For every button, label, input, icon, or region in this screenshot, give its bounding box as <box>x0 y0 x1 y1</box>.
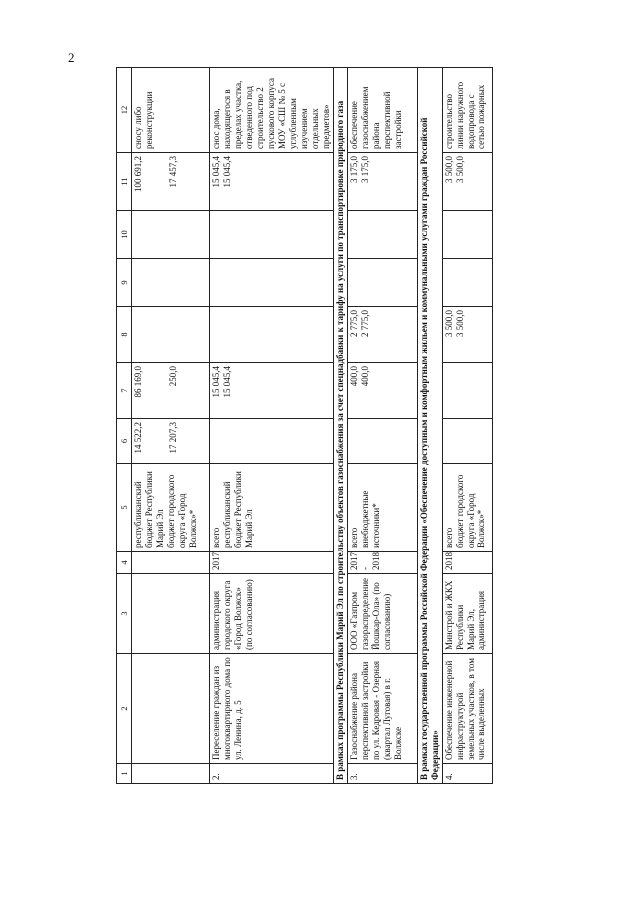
cell-executor <box>132 574 210 654</box>
section-row <box>333 68 347 784</box>
value: 2 775,0 <box>359 310 370 337</box>
cell-col8 <box>347 307 417 363</box>
value: 14 522,2 <box>133 422 143 454</box>
section-heading: В рамках программы Республики Марий Эл по строительству объектов газоснабжения за счет спецнадбавки к тарифу на услуги по транспортировке природного газа <box>333 68 347 784</box>
cell-col11 <box>347 153 417 211</box>
cell-col8 <box>210 307 334 363</box>
cell-name: Переселение граждан из многоквартирного дома по ул. Ленина, д. 5 <box>210 654 334 764</box>
table-row-3 <box>347 68 417 784</box>
value: 3 500,0 <box>443 156 454 183</box>
cell-funds <box>132 464 210 552</box>
fund-source: бюджет городского округа «Город Волжск»* <box>165 474 198 548</box>
value: 250,0 <box>167 366 178 387</box>
cell-col10 <box>210 211 334 259</box>
cell-number: 3. <box>347 764 417 784</box>
value: 100 691,2 <box>133 156 143 192</box>
value: 3 500,0 <box>454 310 465 337</box>
value: 3 500,0 <box>454 156 465 183</box>
cell-col11 <box>132 153 210 211</box>
cell-col6 <box>132 419 210 464</box>
cell-col7 <box>442 363 492 419</box>
fund-source: всего <box>211 527 221 548</box>
cell-col10 <box>347 211 417 259</box>
cell-col7 <box>347 363 417 419</box>
cell-year <box>132 552 210 574</box>
col-header-9: 9 <box>117 259 132 307</box>
value: 17 457,3 <box>167 156 178 188</box>
col-header-7: 7 <box>117 363 132 419</box>
cell-name <box>132 654 210 764</box>
fund-source: республиканский бюджет Республики Марий Эл <box>133 471 165 548</box>
value: 15 045,4 <box>211 156 221 188</box>
value: 3 175,0 <box>348 156 359 183</box>
cell-col8 <box>132 307 210 363</box>
col-header-11: 11 <box>117 153 132 211</box>
cell-col9 <box>442 259 492 307</box>
cell-col10 <box>442 211 492 259</box>
value: 400,0 <box>348 366 359 387</box>
cell-note: снос дома, находящегося в пределах участка, отведенного под строительство 2 пускового корпуса МОУ «СШ № 5 с углубленным изучением отдельных предметов» <box>210 68 334 153</box>
col-header-4: 4 <box>117 552 132 574</box>
cell-col6 <box>210 419 334 464</box>
table-row-2 <box>210 68 334 784</box>
cell-col6 <box>347 419 417 464</box>
col-header-6: 6 <box>117 419 132 464</box>
value: 15 045,4 <box>221 366 232 398</box>
cell-col9 <box>210 259 334 307</box>
cell-note: обеспечение газоснабжением района перспективной застройки <box>347 68 417 153</box>
rotated-table-sheet <box>116 68 582 784</box>
section-heading: В рамках государственной программы Российской Федерации «Обеспечение доступным и комфортным жильем и коммунальными услугами граждан Российской Федерации» <box>417 68 442 784</box>
page-number: 2 <box>68 50 75 65</box>
fund-source: внебюджетные источники* <box>359 490 381 548</box>
col-header-3: 3 <box>117 574 132 654</box>
cell-note: строительство линии наружного водопровода с сетью пожарных <box>442 68 492 153</box>
cell-col7 <box>132 363 210 419</box>
fund-source: бюджет городского округа «Город Волжск»* <box>454 474 487 548</box>
cell-executor: администрация городского округа «Город Волжск» (по согласованию) <box>210 574 334 654</box>
cell-funds <box>210 464 334 552</box>
cell-col9 <box>347 259 417 307</box>
cell-number: 4. <box>442 764 492 784</box>
cell-name: Газоснабжение района перспективной застройки по ул. Кедровая - Озерная (квартал Луговая) в г. Волжске <box>347 654 417 764</box>
cell-col6 <box>442 419 492 464</box>
cell-year: 2018 <box>442 552 492 574</box>
fund-source: республиканский бюджет Республики Марий Эл <box>221 471 254 548</box>
col-header-5: 5 <box>117 464 132 552</box>
col-header-10: 10 <box>117 211 132 259</box>
program-measures-table <box>116 67 493 784</box>
section-row <box>417 68 442 784</box>
value: 86 169,0 <box>133 366 143 398</box>
cell-executor: Минстрой и ЖКХ Республики Марий Эл, администрация <box>442 574 492 654</box>
table-row-4 <box>442 68 492 784</box>
cell-year: 2017 <box>210 552 334 574</box>
value: 15 045,4 <box>221 156 232 188</box>
fund-source: всего <box>443 527 454 548</box>
header-row <box>117 68 132 784</box>
value: 400,0 <box>359 366 370 387</box>
col-header-12: 12 <box>117 68 132 153</box>
table-row-continued <box>132 68 210 784</box>
col-header-8: 8 <box>117 307 132 363</box>
col-header-2: 2 <box>117 654 132 764</box>
cell-col11 <box>210 153 334 211</box>
value: 3 175,0 <box>359 156 370 183</box>
cell-year: 2017 - 2018 <box>347 552 417 574</box>
cell-name: Обеспечение инженерной инфраструктурой земельных участков, в том числе выделенных <box>442 654 492 764</box>
cell-note: сносу либо реконструкции <box>132 68 210 153</box>
cell-col8 <box>442 307 492 363</box>
value: 2 775,0 <box>348 310 359 337</box>
value: 3 500,0 <box>443 310 454 337</box>
cell-col10 <box>132 211 210 259</box>
cell-number: 2. <box>210 764 334 784</box>
cell-col11 <box>442 153 492 211</box>
col-header-1: 1 <box>117 764 132 784</box>
cell-col9 <box>132 259 210 307</box>
cell-funds <box>347 464 417 552</box>
cell-executor: ООО «Газпром газораспределение Йошкар-Ола» (по согласованию) <box>347 574 417 654</box>
cell-col7 <box>210 363 334 419</box>
value: 15 045,4 <box>211 366 221 398</box>
cell-number <box>132 764 210 784</box>
fund-source: всего <box>348 527 359 548</box>
cell-funds <box>442 464 492 552</box>
value: 17 207,3 <box>167 422 178 454</box>
